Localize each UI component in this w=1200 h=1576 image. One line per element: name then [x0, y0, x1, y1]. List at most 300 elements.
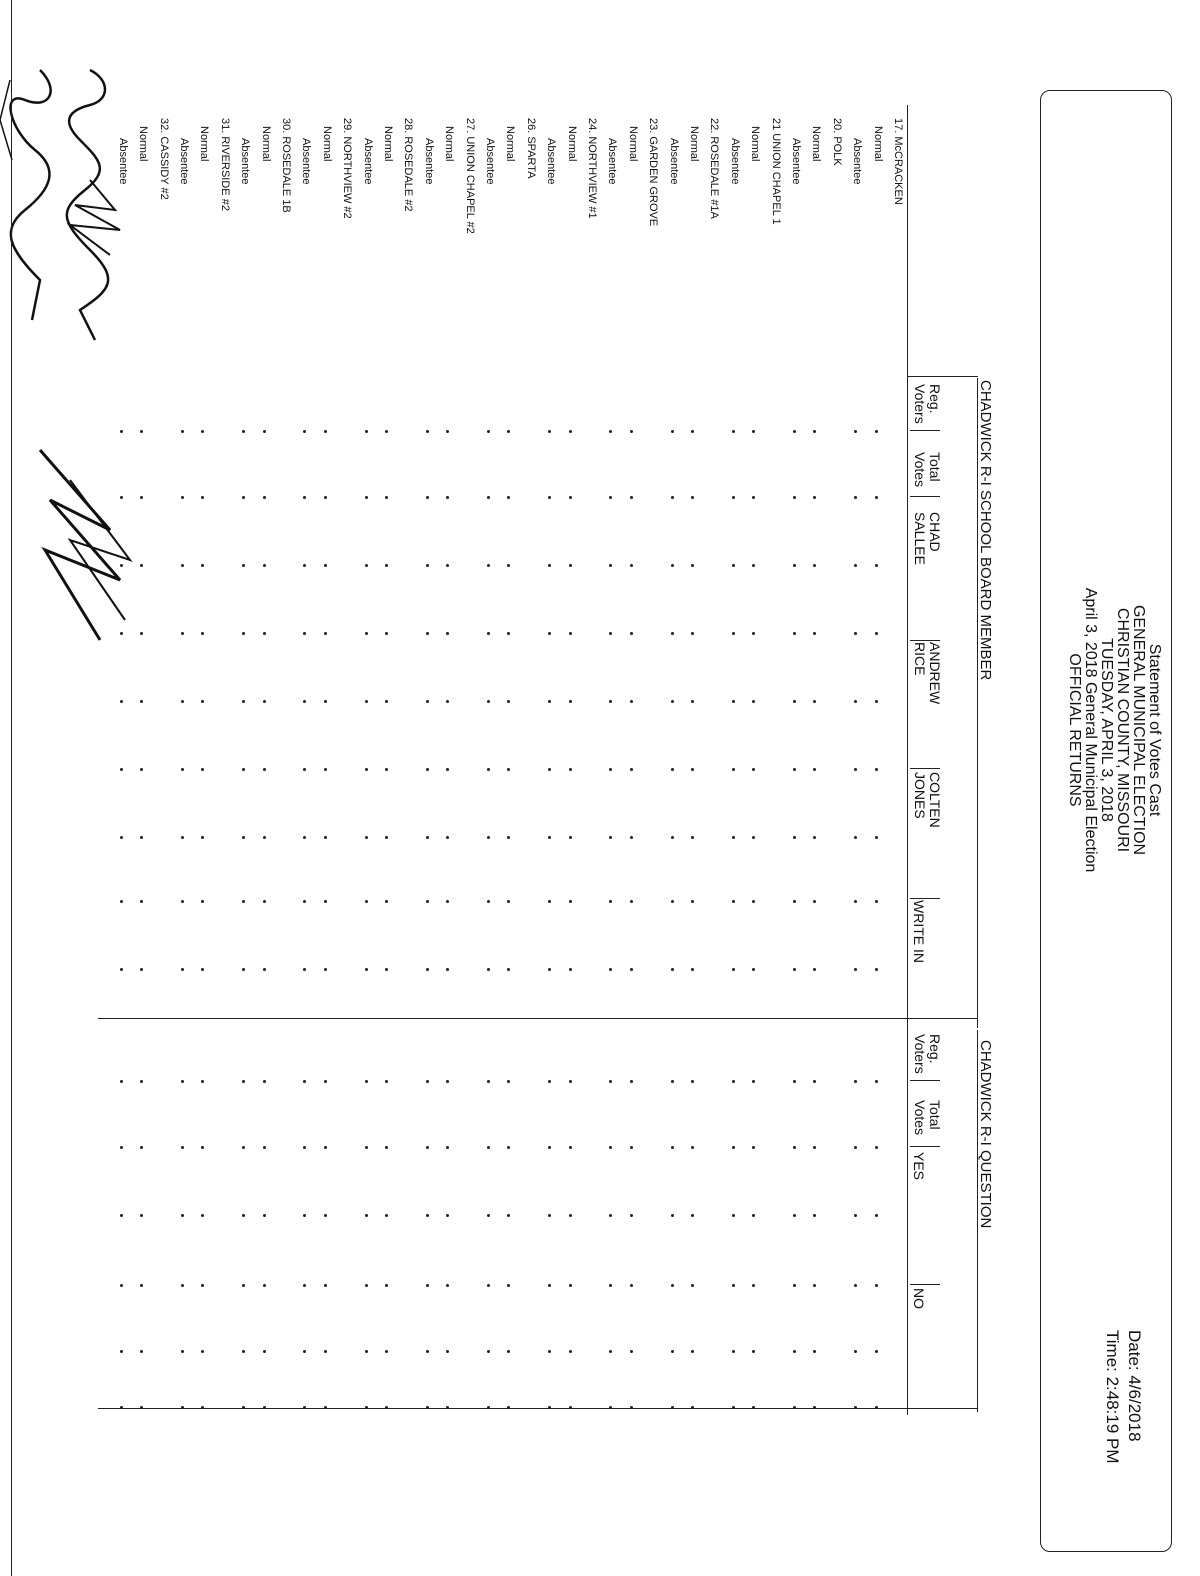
dot-leader [140, 768, 143, 771]
row-absentee: Absentee [178, 138, 190, 185]
dot-leader [752, 496, 755, 499]
dot-leader [630, 968, 633, 971]
contest-2-rule [977, 1030, 978, 1412]
dot-leader [630, 564, 633, 567]
dot-leader [548, 496, 551, 499]
dot-leader [242, 632, 245, 635]
dot-leader [385, 1080, 388, 1083]
dot-leader [140, 1146, 143, 1149]
row-normal: Normal [810, 126, 823, 162]
dot-leader [426, 900, 429, 903]
dot-leader [446, 1350, 449, 1353]
dot-leader [242, 496, 245, 499]
dot-leader [630, 632, 633, 635]
row-absentee: Absentee [790, 138, 802, 185]
dot-leader [242, 1214, 245, 1217]
dot-leader [854, 836, 857, 839]
dot-leader [569, 1284, 572, 1287]
dot-leader [691, 632, 694, 635]
row-absentee: Absentee [116, 138, 129, 185]
dot-leader [548, 768, 551, 771]
dot-leader [365, 496, 368, 499]
dot-leader [242, 700, 245, 703]
dot-leader [732, 564, 735, 567]
dot-leader [569, 1080, 572, 1083]
dot-leader [813, 496, 816, 499]
row-absentee: Absentee [545, 138, 558, 185]
dot-leader [385, 1350, 388, 1353]
row-normal: Normal [504, 126, 517, 162]
dot-leader [120, 836, 123, 839]
precinct-name: 32. CASSIDY #2 [157, 118, 170, 200]
dot-leader [263, 632, 266, 635]
dot-leader [507, 430, 510, 433]
dot-leader [140, 900, 143, 903]
dot-leader [263, 1214, 266, 1217]
dot-leader [875, 564, 878, 567]
dot-leader [426, 564, 429, 567]
dot-leader [671, 1146, 674, 1149]
dot-leader [426, 1406, 429, 1409]
title-line: GENERAL MUNICIPAL ELECTION [1130, 604, 1147, 856]
dot-leader [752, 1080, 755, 1083]
dot-leader [630, 1284, 633, 1287]
dot-leader [487, 836, 490, 839]
dot-leader [263, 430, 266, 433]
row-absentee: Absentee [422, 138, 435, 185]
dot-leader [732, 1080, 735, 1083]
dot-leader [793, 1214, 796, 1217]
dot-leader [242, 564, 245, 567]
page-bottom-rule [11, 0, 12, 1576]
dot-leader [426, 1080, 429, 1083]
dot-leader [793, 1284, 796, 1287]
dot-leader [507, 1214, 510, 1217]
dot-leader [201, 1350, 204, 1353]
dot-leader [201, 564, 204, 567]
dot-leader [671, 1406, 674, 1409]
dot-leader [691, 1406, 694, 1409]
dot-leader [732, 836, 735, 839]
row-normal: Normal [382, 126, 394, 162]
dot-leader [691, 700, 694, 703]
dot-leader [120, 1350, 123, 1353]
dot-leader [263, 900, 266, 903]
dot-leader [385, 430, 388, 433]
col-reg-voters: Reg. Voters [912, 384, 943, 424]
dot-leader [507, 1284, 510, 1287]
dot-leader [181, 1080, 184, 1083]
dot-leader [609, 632, 612, 635]
dot-leader [793, 1146, 796, 1149]
dot-leader [446, 430, 449, 433]
dot-leader [201, 632, 204, 635]
dot-leader [507, 564, 510, 567]
dot-leader [140, 836, 143, 839]
dot-leader [426, 496, 429, 499]
dot-leader [365, 1350, 368, 1353]
dot-leader [365, 1146, 368, 1149]
dot-leader [609, 1146, 612, 1149]
dot-leader [813, 836, 816, 839]
dot-leader [201, 768, 204, 771]
dot-leader [385, 768, 388, 771]
dot-leader [569, 1406, 572, 1409]
dot-leader [201, 1080, 204, 1083]
dot-leader [324, 1350, 327, 1353]
dot-leader [120, 768, 123, 771]
dot-leader [303, 1284, 306, 1287]
dot-leader [181, 900, 184, 903]
dot-leader [609, 1214, 612, 1217]
dot-leader [242, 430, 245, 433]
row-absentee: Absentee [667, 138, 680, 185]
dot-leader [691, 768, 694, 771]
dot-leader [385, 496, 388, 499]
dot-leader [303, 496, 306, 499]
dot-leader [630, 1406, 633, 1409]
dot-leader [365, 968, 368, 971]
dot-leader [487, 900, 490, 903]
title-line: OFFICIAL RETURNS [1066, 653, 1083, 807]
dot-leader [242, 1350, 245, 1353]
dot-leader [385, 1284, 388, 1287]
col-total-votes: Total Votes [912, 452, 943, 488]
dot-leader [365, 836, 368, 839]
dot-leader [324, 900, 327, 903]
dot-leader [324, 564, 327, 567]
dot-leader [793, 1406, 796, 1409]
dot-leader [630, 768, 633, 771]
dot-leader [242, 1146, 245, 1149]
dot-leader [609, 836, 612, 839]
dot-leader [507, 968, 510, 971]
dot-leader [732, 700, 735, 703]
dot-leader [181, 430, 184, 433]
table-right-rule [98, 1408, 978, 1409]
dot-leader [548, 1284, 551, 1287]
dot-leader [324, 430, 327, 433]
dot-leader [487, 1146, 490, 1149]
dot-leader [609, 564, 612, 567]
dot-leader [426, 700, 429, 703]
dot-leader [487, 968, 490, 971]
title-line: April 3, 2018 General Municipal Election [1082, 587, 1099, 873]
dot-leader [813, 768, 816, 771]
dot-leader [487, 496, 490, 499]
col-divider [910, 1080, 940, 1081]
dot-leader [263, 1406, 266, 1409]
dot-leader [181, 1214, 184, 1217]
handwritten-initials [20, 440, 140, 670]
dot-leader [793, 632, 796, 635]
dot-leader [201, 968, 204, 971]
dot-leader [365, 900, 368, 903]
dot-leader [303, 1080, 306, 1083]
dot-leader [446, 768, 449, 771]
dot-leader [303, 564, 306, 567]
dot-leader [507, 700, 510, 703]
dot-leader [487, 1406, 490, 1409]
dot-leader [263, 564, 266, 567]
dot-leader [120, 900, 123, 903]
dot-leader [630, 836, 633, 839]
dot-leader [854, 1080, 857, 1083]
dot-leader [507, 836, 510, 839]
dot-leader [507, 768, 510, 771]
dot-leader [487, 700, 490, 703]
dot-leader [875, 768, 878, 771]
dot-leader [181, 968, 184, 971]
dot-leader [507, 1080, 510, 1083]
dot-leader [630, 1350, 633, 1353]
dot-leader [140, 496, 143, 499]
dot-leader [303, 430, 306, 433]
dot-leader [487, 768, 490, 771]
dot-leader [365, 700, 368, 703]
dot-leader [365, 1214, 368, 1217]
dot-leader [365, 768, 368, 771]
dot-leader [303, 1146, 306, 1149]
dot-leader [120, 1080, 123, 1083]
dot-leader [507, 1350, 510, 1353]
dot-leader [263, 1080, 266, 1083]
dot-leader [487, 632, 490, 635]
dot-leader [181, 1284, 184, 1287]
dot-leader [691, 1146, 694, 1149]
dot-leader [813, 1214, 816, 1217]
title-line: CHRISTIAN COUNTY, MISSOURI [1114, 607, 1131, 853]
row-normal: Normal [320, 126, 333, 162]
row-absentee: Absentee [606, 138, 619, 185]
dot-leader [548, 700, 551, 703]
dot-leader [446, 900, 449, 903]
dot-leader [487, 1214, 490, 1217]
dot-leader [446, 700, 449, 703]
dot-leader [732, 968, 735, 971]
dot-leader [303, 900, 306, 903]
dot-leader [140, 632, 143, 635]
dot-leader [630, 900, 633, 903]
dot-leader [487, 1080, 490, 1083]
dot-leader [609, 700, 612, 703]
dot-leader [793, 496, 796, 499]
row-absentee: Absentee [300, 138, 313, 185]
title-line: TUESDAY, APRIL 3, 2018 [1098, 638, 1115, 822]
dot-leader [609, 496, 612, 499]
dot-leader [324, 968, 327, 971]
dot-leader [875, 430, 878, 433]
dot-leader [691, 1214, 694, 1217]
dot-leader [120, 1214, 123, 1217]
dot-leader [691, 900, 694, 903]
dot-leader [813, 968, 816, 971]
dot-leader [201, 836, 204, 839]
dot-leader [385, 700, 388, 703]
row-absentee: Absentee [851, 138, 864, 185]
dot-leader [324, 1146, 327, 1149]
dot-leader [854, 1146, 857, 1149]
dot-leader [120, 968, 123, 971]
dot-leader [385, 564, 388, 567]
precinct-name: 27. UNION CHAPEL #2 [463, 118, 476, 234]
dot-leader [446, 1284, 449, 1287]
dot-leader [120, 430, 123, 433]
precinct-name: 20. POLK [830, 118, 843, 166]
dot-leader [242, 968, 245, 971]
dot-leader [854, 564, 857, 567]
dot-leader [446, 564, 449, 567]
dot-leader [324, 496, 327, 499]
dot-leader [140, 430, 143, 433]
report-title-block [1066, 380, 1162, 1080]
dot-leader [507, 496, 510, 499]
dot-leader [793, 700, 796, 703]
col-write-in: WRITE IN [911, 900, 927, 963]
dot-leader [875, 1284, 878, 1287]
contest-title-school-board: CHADWICK R-I SCHOOL BOARD MEMBER [977, 380, 994, 681]
dot-leader [263, 768, 266, 771]
dot-leader [671, 632, 674, 635]
dot-leader [609, 1350, 612, 1353]
dot-leader [691, 968, 694, 971]
dot-leader [732, 430, 735, 433]
dot-leader [426, 836, 429, 839]
dot-leader [324, 632, 327, 635]
table-header-rule [907, 105, 908, 1415]
dot-leader [732, 1284, 735, 1287]
dot-leader [793, 900, 796, 903]
dot-leader [875, 1080, 878, 1083]
dot-leader [630, 1214, 633, 1217]
dot-leader [242, 836, 245, 839]
date-time-block [1101, 1330, 1145, 1464]
dot-leader [813, 564, 816, 567]
dot-leader [303, 632, 306, 635]
dot-leader [365, 1080, 368, 1083]
dot-leader [691, 496, 694, 499]
dot-leader [875, 1406, 878, 1409]
col-andrew-rice: ANDREW RICE [912, 642, 943, 705]
dot-leader [446, 1080, 449, 1083]
dot-leader [181, 564, 184, 567]
dot-leader [671, 900, 674, 903]
dot-leader [752, 564, 755, 567]
col-divider [910, 430, 940, 431]
dot-leader [426, 1146, 429, 1149]
dot-leader [242, 768, 245, 771]
contest-divider [98, 1018, 978, 1019]
dot-leader [446, 1146, 449, 1149]
dot-leader [385, 836, 388, 839]
col-divider [910, 1284, 940, 1285]
dot-leader [813, 900, 816, 903]
row-normal: Normal [871, 126, 884, 162]
dot-leader [201, 1214, 204, 1217]
dot-leader [548, 430, 551, 433]
dot-leader [854, 968, 857, 971]
dot-leader [569, 836, 572, 839]
dot-leader [181, 632, 184, 635]
row-absentee: Absentee [239, 138, 252, 185]
dot-leader [548, 564, 551, 567]
dot-leader [875, 968, 878, 971]
dot-leader [752, 900, 755, 903]
dot-leader [813, 700, 816, 703]
dot-leader [671, 700, 674, 703]
dot-leader [548, 1214, 551, 1217]
dot-leader [671, 1284, 674, 1287]
dot-leader [365, 1284, 368, 1287]
dot-leader [813, 430, 816, 433]
dot-leader [507, 1146, 510, 1149]
dot-leader [446, 836, 449, 839]
dot-leader [732, 1146, 735, 1149]
dot-leader [793, 564, 796, 567]
dot-leader [303, 836, 306, 839]
dot-leader [507, 900, 510, 903]
dot-leader [548, 1146, 551, 1149]
dot-leader [569, 1214, 572, 1217]
dot-leader [793, 430, 796, 433]
dot-leader [609, 900, 612, 903]
dot-leader [446, 632, 449, 635]
dot-leader [181, 1406, 184, 1409]
col-divider [910, 898, 940, 899]
dot-leader [365, 1406, 368, 1409]
dot-leader [691, 1284, 694, 1287]
dot-leader [303, 768, 306, 771]
dot-leader [691, 1350, 694, 1353]
col-divider [910, 640, 940, 641]
label-column-divider [908, 376, 978, 377]
dot-leader [793, 1350, 796, 1353]
dot-leader [426, 1350, 429, 1353]
dot-leader [569, 968, 572, 971]
dot-leader [201, 1146, 204, 1149]
dot-leader [609, 1080, 612, 1083]
dot-leader [303, 1214, 306, 1217]
dot-leader [732, 1406, 735, 1409]
dot-leader [671, 968, 674, 971]
dot-leader [569, 1146, 572, 1149]
row-normal: Normal [443, 126, 456, 162]
dot-leader [324, 1214, 327, 1217]
dot-leader [548, 1080, 551, 1083]
dot-leader [181, 496, 184, 499]
row-absentee: Absentee [728, 138, 741, 185]
dot-leader [446, 968, 449, 971]
dot-leader [609, 768, 612, 771]
dot-leader [854, 768, 857, 771]
dot-leader [120, 1146, 123, 1149]
dot-leader [487, 1350, 490, 1353]
dot-leader [426, 430, 429, 433]
precinct-name: 22. ROSEDALE #1A [708, 118, 721, 219]
dot-leader [691, 1080, 694, 1083]
precinct-name: 29. NORTHVIEW #2 [341, 118, 354, 219]
dot-leader [671, 1350, 674, 1353]
dot-leader [671, 496, 674, 499]
dot-leader [875, 1214, 878, 1217]
dot-leader [569, 632, 572, 635]
col-q-no: NO [911, 1288, 927, 1309]
precinct-name: 24. NORTHVIEW #1 [586, 118, 598, 219]
dot-leader [181, 700, 184, 703]
dot-leader [324, 768, 327, 771]
precinct-name: 21 UNION CHAPEL 1 [769, 118, 782, 225]
col-divider [910, 1146, 940, 1147]
